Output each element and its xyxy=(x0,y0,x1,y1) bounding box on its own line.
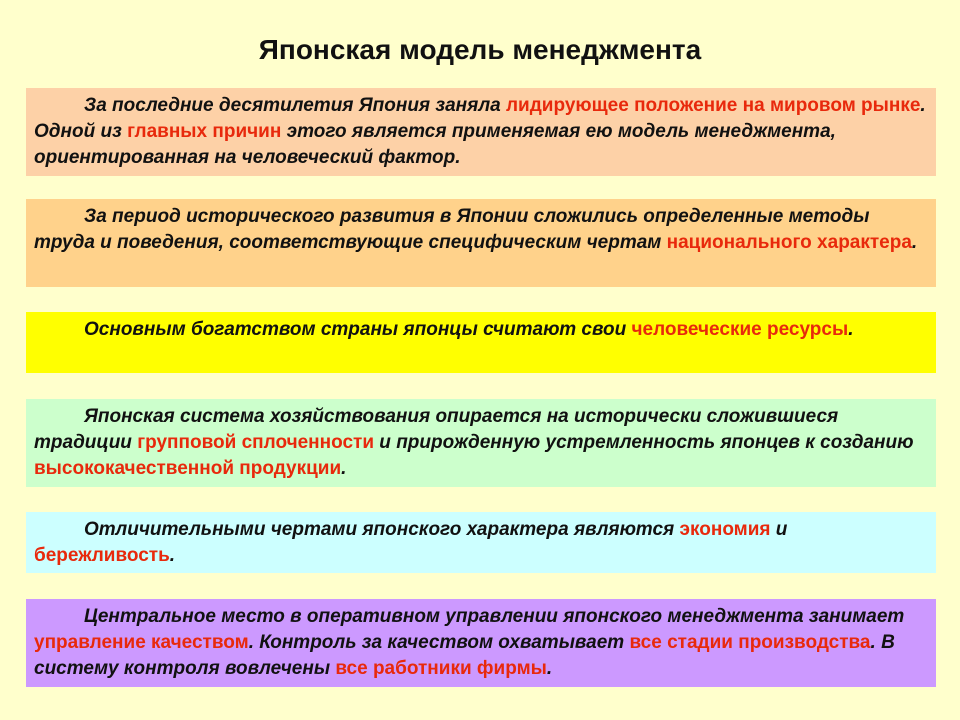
highlight: групповой сплоченности xyxy=(137,432,375,453)
paragraph xyxy=(34,404,926,482)
text: . xyxy=(169,545,176,566)
highlight: все стадии производства xyxy=(629,632,871,653)
text: Отличительными чертами японского характера являются xyxy=(84,519,680,540)
paragraph xyxy=(34,204,926,256)
highlight: человеческие ресурсы xyxy=(631,319,849,340)
highlight: национального характера xyxy=(666,232,912,253)
text-box-human-resources xyxy=(26,312,936,373)
paragraph xyxy=(34,93,926,171)
text: этого является применяемая ею модель менеджмента, ориентированная на человеческий фактор. xyxy=(34,121,836,168)
text: и прирожденную устремленность японцев к созданию xyxy=(374,432,914,453)
paragraph xyxy=(34,317,926,343)
text: . Одной из xyxy=(34,95,926,142)
text: . xyxy=(546,658,553,679)
text-box-historical-development xyxy=(26,199,936,287)
text-box-group-traditions xyxy=(26,399,936,487)
text: . xyxy=(848,319,854,340)
paragraph xyxy=(34,604,926,682)
highlight: все работники фирмы xyxy=(335,658,547,679)
text: Основным богатством страны японцы считают свои xyxy=(84,319,632,340)
text-box-economy-thrift xyxy=(26,512,936,573)
text: За последние десятилетия Япония заняла xyxy=(84,95,506,116)
page-title: Японская модель менеджмента xyxy=(258,34,702,65)
highlight: высококачественной продукции xyxy=(34,458,342,479)
highlight: главных причин xyxy=(127,121,282,142)
text-box-leadership xyxy=(26,88,936,176)
text: Центральное место в оперативном управлении японского менеджмента занимает xyxy=(84,606,905,627)
highlight: лидирующее положение на мировом рынке xyxy=(505,95,921,116)
text: . Контроль за качеством охватывает xyxy=(248,632,630,653)
text: . xyxy=(911,232,918,253)
text-box-quality-management xyxy=(26,599,936,687)
text: Японская система хозяйствования опирается на исторически сложившиеся традиции xyxy=(34,406,839,453)
highlight: управление качеством xyxy=(34,632,249,653)
highlight: экономия xyxy=(679,519,771,540)
highlight: бережливость xyxy=(34,545,170,566)
text: . xyxy=(341,458,347,479)
text: и xyxy=(770,519,788,540)
text: За период исторического развития в Японии сложились определенные методы труда и поведения, соответствующие специфическим чертам xyxy=(34,206,870,253)
text: . В систему контроля вовлечены xyxy=(34,632,895,679)
paragraph xyxy=(34,517,926,569)
